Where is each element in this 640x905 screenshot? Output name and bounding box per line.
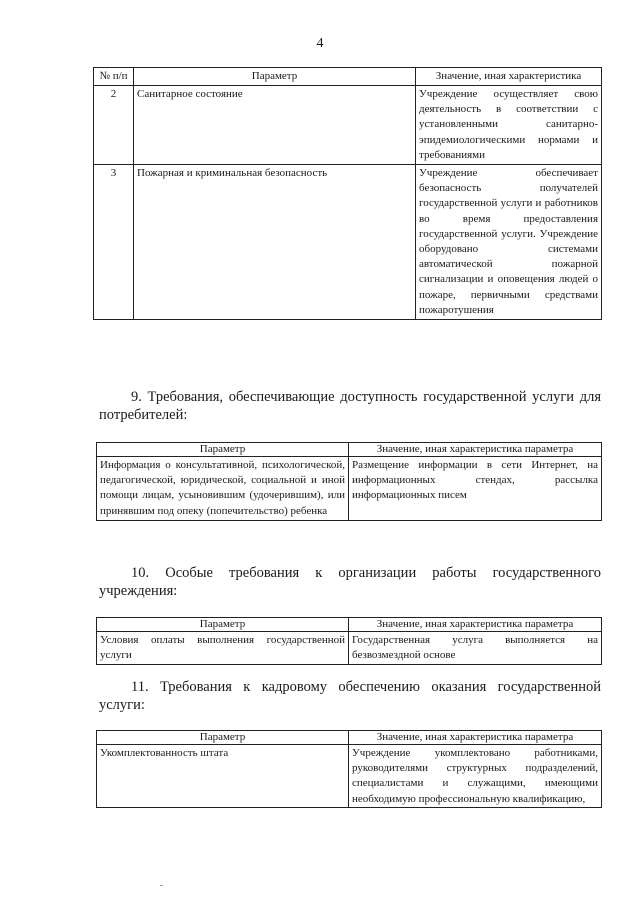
characteristics-table xyxy=(93,67,602,320)
accessibility-table xyxy=(96,442,602,521)
table-row xyxy=(97,632,602,665)
section-10-heading: 10. Особые требования к организации работы государственного учреждения: xyxy=(99,565,601,599)
page-number: 4 xyxy=(316,36,324,51)
column-header-value: Значение, иная характеристика параметра xyxy=(349,731,602,745)
section-11-heading: 11. Требования к кадровому обеспечению оказания государственной услуги: xyxy=(99,679,601,713)
row-parameter: Условия оплаты выполнения государственной услуги xyxy=(97,632,349,665)
column-header-parameter: Параметр xyxy=(134,68,416,86)
staffing-table xyxy=(96,730,602,808)
row-parameter: Санитарное состояние xyxy=(134,86,416,165)
column-header-value: Значение, иная характеристика параметра xyxy=(349,618,602,632)
row-value: Учреждение обеспечивает безопасность получателей государственной услуги и работников во время предоставления государственной услуги. Учреждение оборудовано системами автоматической пожарной сигнализации и оповещения людей о пожаре, первичными средствами пожаротушения xyxy=(416,165,602,320)
row-value: Учреждение укомплектовано работниками, руководителями структурных подразделений, специалистами и служащими, имеющими необходимую профессиональную квалификацию, xyxy=(349,745,602,808)
table-row xyxy=(94,165,602,320)
section-9-heading: 9. Требования, обеспечивающие доступность государственной услуги для потребителей: xyxy=(99,389,601,423)
column-header-parameter: Параметр xyxy=(97,443,349,457)
column-header-number: № п/п xyxy=(94,68,134,86)
special-requirements-table xyxy=(96,617,602,665)
row-value: Учреждение осуществляет свою деятельность в соответствии с установленными санитарно-эпидемиологическими нормами и требованиями xyxy=(416,86,602,165)
row-value: Государственная услуга выполняется на безвозмездной основе xyxy=(349,632,602,665)
table-row xyxy=(97,457,602,521)
column-header-parameter: Параметр xyxy=(97,618,349,632)
column-header-value: Значение, иная характеристика xyxy=(416,68,602,86)
row-value: Размещение информации в сети Интернет, на информационных стендах, рассылка информационных писем xyxy=(349,457,602,521)
column-header-parameter: Параметр xyxy=(97,731,349,745)
table-header-row xyxy=(97,443,602,457)
row-parameter: Пожарная и криминальная безопасность xyxy=(134,165,416,320)
row-parameter: Укомплектованность штата xyxy=(97,745,349,808)
scan-speck xyxy=(160,885,163,886)
row-number: 2 xyxy=(94,86,134,165)
table-row xyxy=(97,745,602,808)
table-header-row xyxy=(97,618,602,632)
table-row xyxy=(94,86,602,165)
table-header-row xyxy=(97,731,602,745)
row-parameter: Информация о консультативной, психологической, педагогической, юридической, социальной и иной помощи лицам, усыновившим (удочерившим), или принявшим под опеку (попечительство) ребенка xyxy=(97,457,349,521)
row-number: 3 xyxy=(94,165,134,320)
column-header-value: Значение, иная характеристика параметра xyxy=(349,443,602,457)
table-header-row xyxy=(94,68,602,86)
